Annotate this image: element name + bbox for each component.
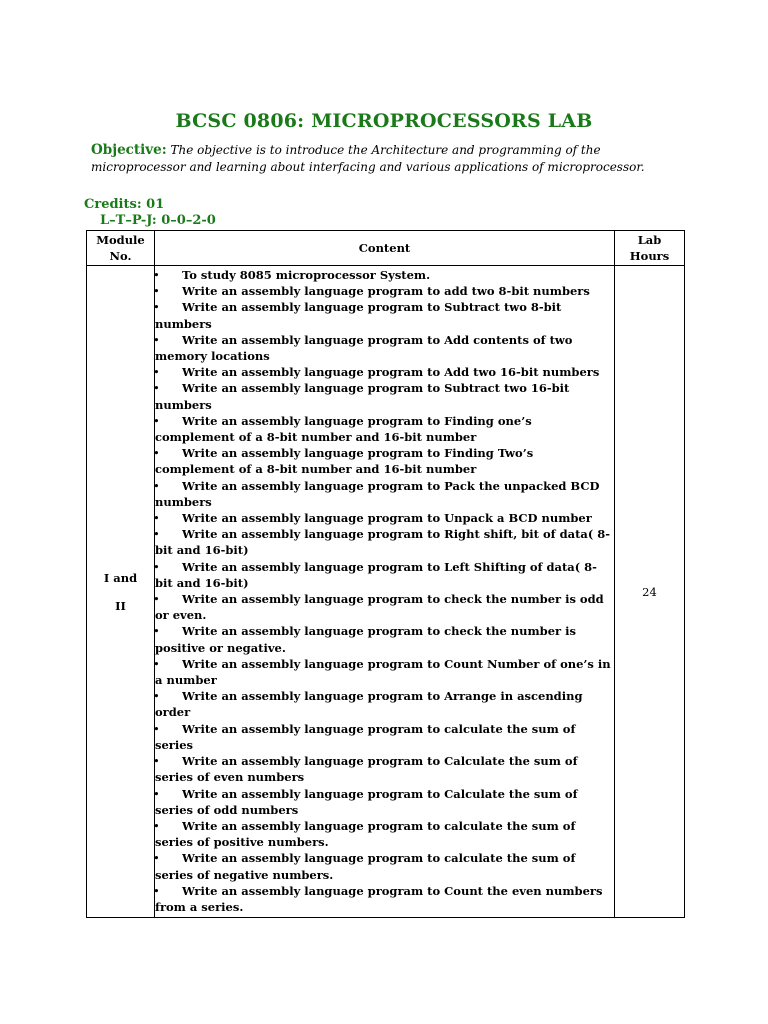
list-item <box>155 818 614 850</box>
list-item-text: Write an assembly language program to calculate the sum of series <box>155 721 576 752</box>
bullet-icon: • <box>153 818 160 833</box>
module-line1: I and <box>103 570 138 585</box>
list-item <box>155 786 614 818</box>
list-item-text: Write an assembly language program to check the number is odd or even. <box>155 592 604 623</box>
bullet-icon: • <box>153 883 160 898</box>
list-item-text: Write an assembly language program to Count Number of one’s in a number <box>155 656 611 688</box>
lab-hours-header <box>615 231 685 266</box>
list-item <box>155 413 614 445</box>
bullet-icon: • <box>153 413 160 428</box>
list-item-text: Write an assembly language program to check the number is positive or negative. <box>155 624 576 655</box>
list-item-text: Write an assembly language program to Right shift, bit of data( 8-bit and 16-bit) <box>155 527 611 558</box>
list-item-text: Write an assembly language program to Count the even numbers from a series. <box>155 883 603 914</box>
bullet-icon: • <box>153 268 160 282</box>
list-item <box>155 526 614 558</box>
module-header-line2: No. <box>109 249 132 263</box>
syllabus-table <box>86 230 685 918</box>
bullet-icon: • <box>153 786 160 801</box>
list-item-text: Write an assembly language program to Add two 16-bit numbers <box>182 365 600 380</box>
bullet-icon: • <box>153 300 160 315</box>
list-item <box>155 283 614 299</box>
list-item <box>155 721 614 753</box>
hours-header-line1: Lab <box>637 233 662 247</box>
module-no-header <box>87 231 155 266</box>
list-item-text: Write an assembly language program to Calculate the sum of series of odd numbers <box>155 786 578 817</box>
list-item <box>155 591 614 623</box>
list-item-text: Write an assembly language program to Subtract two 16-bit numbers <box>155 381 570 412</box>
list-item <box>155 380 614 412</box>
objective-text: The objective is to introduce the Architecture and programming of the microprocessor and learning about interfacing and various applications of microprocessor. <box>91 143 645 174</box>
list-item-text: Write an assembly language program to Add contents of two memory locations <box>155 332 573 364</box>
bullet-icon: • <box>153 478 160 493</box>
bullet-icon: • <box>153 754 160 769</box>
module-cell <box>87 266 155 918</box>
bullet-icon: • <box>153 624 160 639</box>
bullet-icon: • <box>153 527 160 542</box>
lab-hours-cell: 24 <box>615 266 685 918</box>
list-item-text: Write an assembly language program to Arrange in ascending order <box>155 689 583 720</box>
list-item-text: Write an assembly language program to calculate the sum of series of positive numbers. <box>155 818 576 850</box>
content-header: Content <box>155 231 615 266</box>
list-item-text: Write an assembly language program to Left Shifting of data( 8-bit and 16-bit) <box>155 559 597 590</box>
list-item <box>155 299 614 331</box>
list-item <box>155 445 614 477</box>
table-row <box>87 266 685 918</box>
objective-label: Objective: <box>91 142 167 158</box>
bullet-icon: • <box>153 559 160 574</box>
bullet-icon: • <box>153 689 160 704</box>
list-item <box>155 510 614 526</box>
page-title: BCSC 0806: MICROPROCESSORS LAB <box>175 110 593 132</box>
list-item <box>155 656 614 688</box>
list-item <box>155 850 614 882</box>
bullet-icon: • <box>153 511 160 526</box>
bullet-icon: • <box>153 721 160 736</box>
list-item-text: Write an assembly language program to Subtract two 8-bit numbers <box>155 300 562 331</box>
bullet-icon: • <box>153 851 160 866</box>
credits-label: Credits: 01 <box>84 197 165 212</box>
list-item <box>155 332 614 364</box>
list-item <box>155 559 614 591</box>
list-item <box>155 753 614 785</box>
bullet-icon: • <box>153 656 160 671</box>
bullet-icon: • <box>153 284 160 299</box>
list-item <box>155 883 614 915</box>
list-item <box>155 267 614 283</box>
list-item-text: Write an assembly language program to add two 8-bit numbers <box>182 284 590 299</box>
bullet-icon: • <box>153 381 160 396</box>
list-item-text: Write an assembly language program to Finding one’s complement of a 8-bit number and 16-bit number <box>155 413 532 445</box>
list-item-text: To study 8085 microprocessor System. <box>182 268 431 282</box>
bullet-icon: • <box>153 332 160 347</box>
list-item-text: Write an assembly language program to Finding Two’s complement of a 8-bit number and 16-bit number <box>155 446 534 477</box>
objective-paragraph <box>91 142 671 176</box>
list-item <box>155 364 614 380</box>
list-item-text: Write an assembly language program to Unpack a BCD number <box>182 511 592 526</box>
table-header-row <box>87 231 685 266</box>
list-item <box>155 478 614 510</box>
bullet-icon: • <box>153 592 160 607</box>
content-cell <box>155 266 615 918</box>
list-item-text: Write an assembly language program to Calculate the sum of series of even numbers <box>155 754 578 785</box>
hours-header-line2: Hours <box>629 249 670 263</box>
bullet-icon: • <box>153 365 160 380</box>
list-item <box>155 688 614 720</box>
bullet-icon: • <box>153 446 160 461</box>
module-line2: II <box>115 598 126 613</box>
list-item-text: Write an assembly language program to Pack the unpacked BCD numbers <box>155 478 600 509</box>
module-header-line1: Module <box>96 233 145 247</box>
list-item-text: Write an assembly language program to calculate the sum of series of negative numbers. <box>155 851 576 882</box>
experiment-list <box>155 266 614 917</box>
ltpj-label: L–T–P-J: 0–0–2-0 <box>100 213 216 228</box>
list-item <box>155 623 614 655</box>
